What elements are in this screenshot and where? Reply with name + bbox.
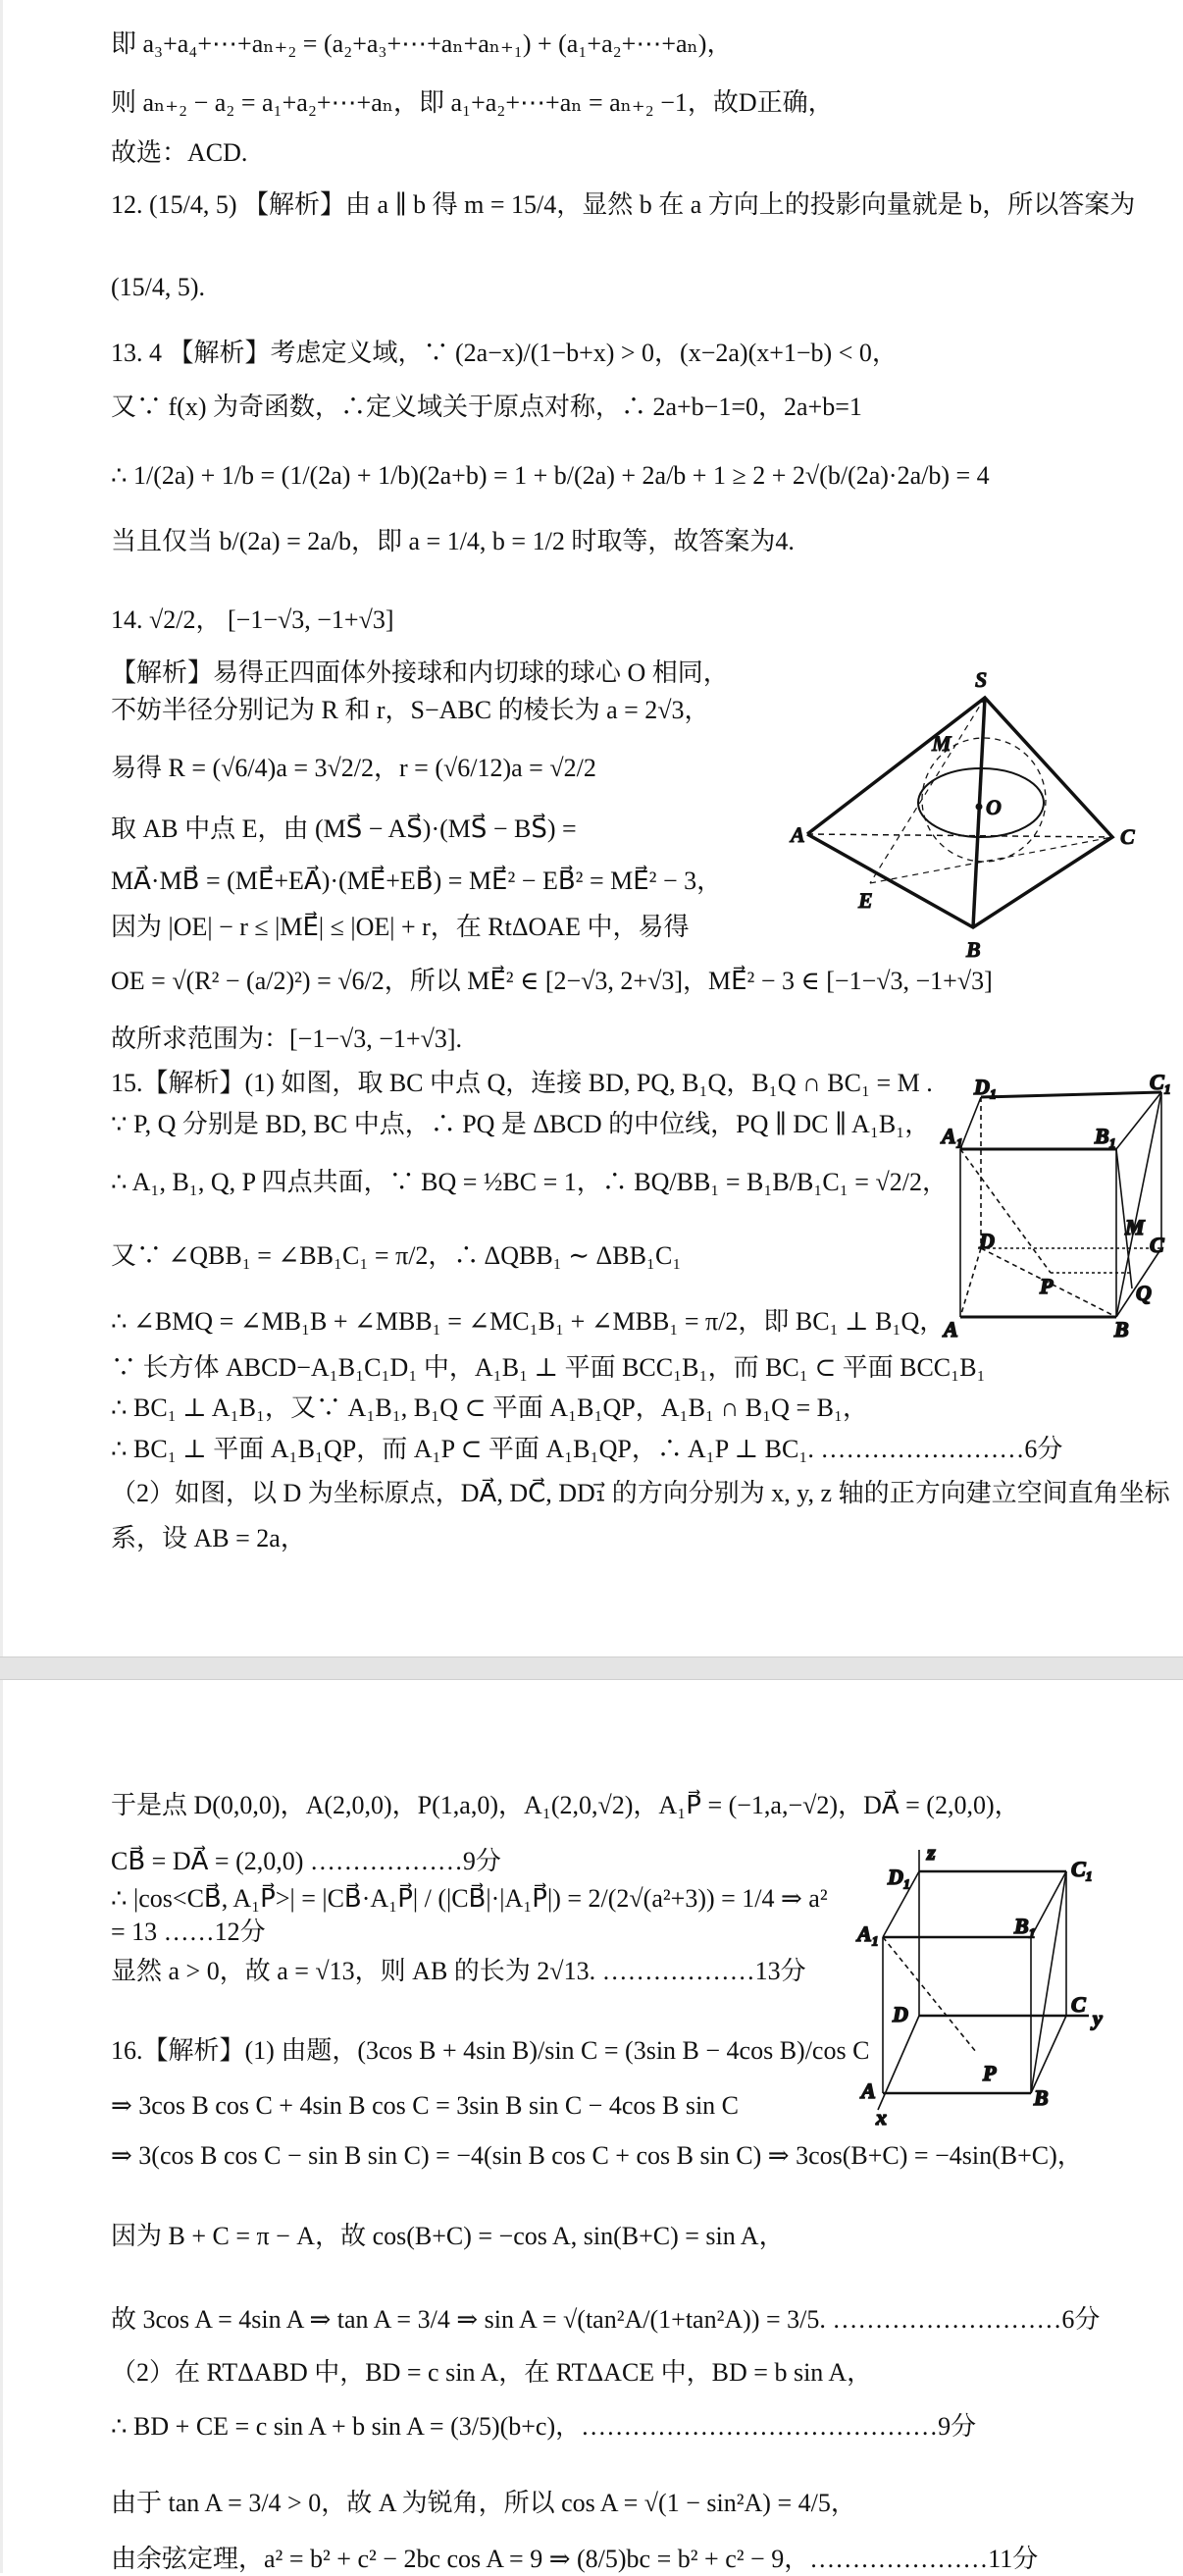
label-M: M xyxy=(932,731,952,756)
text-line: 12. (15/4, 5) 【解析】由 a ∥ b 得 m = 15/4，显然 b 在 a 方向上的投影向量就是 b，所以答案为 xyxy=(111,190,1136,219)
text-line: ⇒ 3cos B cos C + 4sin B cos C = 3sin B sin C − 4cos B sin C xyxy=(111,2091,740,2120)
label-C: C xyxy=(1150,1233,1164,1257)
label-O: O xyxy=(986,795,1002,819)
text-line: 因为 B + C = π − A，故 cos(B+C) = −cos A, sin(B+C) = sin A， xyxy=(111,2222,785,2250)
label-S: S xyxy=(975,667,988,692)
label-Q: Q xyxy=(1136,1281,1152,1305)
label-M: M xyxy=(1125,1215,1145,1239)
text-line: 故 3cos A = 4sin A ⇒ tan A = 3/4 ⇒ sin A = √(tan²A/(1+tan²A)) = 3/5. ………………………6分 xyxy=(111,2305,1101,2334)
text-line: OE = √(R² − (a/2)²) = √6/2，所以 ME⃗² ∈ [2−√3, 2+√3]，ME⃗² − 3 ∈ [−1−√3, −1+√3] xyxy=(111,967,993,995)
label-y: y xyxy=(1093,2006,1103,2030)
text-line: ∴ A₁, B₁, Q, P 四点共面，∵ BQ = ½BC = 1，∴ BQ/BB₁ = B₁B/B₁C₁ = √2/2， xyxy=(111,1168,948,1196)
text-line: ∵ 长方体 ABCD−A₁B₁C₁D₁ 中，A₁B₁ ⊥ 平面 BCC₁B₁，而 BC₁ ⊂ 平面 BCC₁B₁ xyxy=(111,1353,986,1382)
label-D: D xyxy=(979,1229,995,1253)
text-line: ∵ P, Q 分别是 BD, BC 中点，∴ PQ 是 ΔBCD 的中位线，PQ ∥ DC ∥ A₁B₁， xyxy=(111,1110,931,1138)
tetrahedron-figure xyxy=(789,667,1135,962)
text-line: 13. 4 【解析】考虑定义域，∵ (2a−x)/(1−b+x) > 0，(x−2a)(x+1−b) < 0， xyxy=(111,339,898,367)
text-line: 【解析】易得正四面体外接球和内切球的球心 O 相同， xyxy=(111,658,729,687)
label-C: C xyxy=(1071,1992,1086,2017)
text-line: 当且仅当 b/(2a) = 2a/b，即 a = 1/4, b = 1/2 时取等，故答案为4. xyxy=(111,527,795,555)
label-B: B xyxy=(1114,1317,1129,1341)
text-line: CB⃗ = DA⃗ = (2,0,0) ………………9分 xyxy=(111,1847,501,1875)
label-C: C xyxy=(1120,824,1135,849)
text-line: 故所求范围为：[−1−√3, −1+√3]. xyxy=(111,1025,463,1053)
label-E: E xyxy=(858,888,873,913)
text-line: 取 AB 中点 E，由 (MS⃗ − AS⃗)·(MS⃗ − BS⃗) = xyxy=(111,815,577,843)
text-line: ∴ 1/(2a) + 1/b = (1/(2a) + 1/b)(2a+b) = 1 + b/(2a) + 2a/b + 1 ≥ 2 + 2√(b/(2a)·2a/b) = 4 xyxy=(111,461,990,490)
text-line: 因为 |OE| − r ≤ |ME⃗| ≤ |OE| + r，在 RtΔOAE 中，易得 xyxy=(111,913,690,941)
text-line: 又∵ ∠QBB₁ = ∠BB₁C₁ = π/2，∴ ΔQBB₁ ∼ ΔBB₁C₁ xyxy=(111,1241,682,1270)
text-line: 即 a₃+a₄+⋯+aₙ₊₂ = (a₂+a₃+⋯+aₙ+aₙ₊₁) + (a₁+a₂+⋯+aₙ)， xyxy=(111,29,733,58)
text-line: (15/4, 5). xyxy=(111,273,206,301)
text-line: ∴ BD + CE = c sin A + b sin A = (3/5)(b+c)，……………………………………9分 xyxy=(111,2412,977,2441)
label-D: D xyxy=(893,2002,908,2026)
label-B1: B₁ xyxy=(1014,1914,1037,1938)
text-line: MA⃗·MB⃗ = (ME⃗+EA⃗)·(ME⃗+EB⃗) = ME⃗² − EB⃗² = ME⃗² − 3， xyxy=(111,867,723,895)
text-line: ∴ BC₁ ⊥ 平面 A₁B₁QP，而 A₁P ⊂ 平面 A₁B₁QP，∴ A₁P ⊥ BC₁. ……………………6分 xyxy=(111,1435,1063,1463)
text-line: 显然 a > 0，故 a = √13，则 AB 的长为 2√13. ………………13分 xyxy=(111,1957,806,1985)
text-line: ∴ |cos<CB⃗, A₁P⃗>| = |CB⃗·A₁P⃗| / (|CB⃗|·|A₁P⃗|) = 2/(2√(a²+3)) = 1/4 ⇒ a² = 13 ……12分 xyxy=(111,1884,828,1946)
cuboid-figure-2 xyxy=(855,1840,1103,2129)
text-line: 由于 tan A = 3/4 > 0，故 A 为锐角，所以 cos A = √(1 − sin²A) = 4/5， xyxy=(111,2489,856,2517)
text-line: 则 aₙ₊₂ − a₂ = a₁+a₂+⋯+aₙ，即 a₁+a₂+⋯+aₙ = aₙ₊₂ −1，故D正确， xyxy=(111,88,834,117)
text-line: 不妨半径分别记为 R 和 r，S−ABC 的棱长为 a = 2√3， xyxy=(111,696,710,724)
text-line: 由余弦定理，a² = b² + c² − 2bc cos A = 9 ⇒ (8/5)bc = b² + c² − 9，…………………11分 xyxy=(111,2545,1039,2573)
label-P: P xyxy=(1040,1274,1054,1298)
label-A: A xyxy=(944,1317,958,1341)
text-line: 16.【解析】(1) 由题，(3cos B + 4sin B)/sin C = (3sin B − 4cos B)/cos C xyxy=(111,2036,870,2065)
label-C1: C₁ xyxy=(1150,1070,1172,1094)
text-line: 15.【解析】(1) 如图，取 BC 中点 Q，连接 BD, PQ, B₁Q，B₁Q ∩ BC₁ = M . xyxy=(111,1069,933,1097)
label-D1: D₁ xyxy=(974,1075,998,1099)
label-C1: C₁ xyxy=(1071,1857,1094,1881)
text-line: 系，设 AB = 2a， xyxy=(111,1524,306,1552)
text-line: 易得 R = (√6/4)a = 3√2/2，r = (√6/12)a = √2/2 xyxy=(111,754,596,782)
label-P: P xyxy=(983,2061,997,2085)
text-line: 又∵ f(x) 为奇函数，∴定义域关于原点对称，∴ 2a+b−1=0，2a+b=1 xyxy=(111,393,862,421)
label-D1: D₁ xyxy=(888,1865,911,1889)
text-line: ∴ BC₁ ⊥ A₁B₁，又∵ A₁B₁, B₁Q ⊂ 平面 A₁B₁QP，A₁B₁ ∩ B₁Q = B₁， xyxy=(111,1393,869,1422)
label-A1: A₁ xyxy=(942,1124,964,1148)
text-line: ⇒ 3(cos B cos C − sin B sin C) = −4(sin B cos C + cos B sin C) ⇒ 3cos(B+C) = −4sin(B+C)， xyxy=(111,2141,1083,2170)
text-line: （2）如图，以 D 为坐标原点，DA⃗, DC⃗, DD₁⃗ 的方向分别为 x, y, z 轴的正方向建立空间直角坐标 xyxy=(111,1479,1170,1507)
label-B: B xyxy=(966,937,981,962)
label-A: A xyxy=(861,2078,876,2103)
label-A: A xyxy=(791,822,805,847)
label-A1: A₁ xyxy=(857,1921,880,1946)
text-line: （2）在 RTΔABD 中，BD = c sin A，在 RTΔACE 中，BD = b sin A， xyxy=(111,2358,873,2387)
text-line: ∴ ∠BMQ = ∠MB₁B + ∠MBB₁ = ∠MC₁B₁ + ∠MBB₁ = π/2，即 BC₁ ⊥ B₁Q， xyxy=(111,1307,946,1336)
label-x: x xyxy=(876,2105,887,2129)
text-line: 14. √2/2， [−1−√3, −1+√3] xyxy=(111,605,394,634)
cuboid-figure-1 xyxy=(940,1070,1171,1341)
label-z: z xyxy=(927,1840,936,1865)
label-B1: B₁ xyxy=(1095,1124,1117,1148)
label-B: B xyxy=(1034,2085,1049,2110)
text-line: 故选：ACD. xyxy=(111,138,248,167)
text-line: 于是点 D(0,0,0)，A(2,0,0)，P(1,a,0)，A₁(2,0,√2)，A₁P⃗ = (−1,a,−√2)，DA⃗ = (2,0,0)， xyxy=(111,1791,1020,1819)
